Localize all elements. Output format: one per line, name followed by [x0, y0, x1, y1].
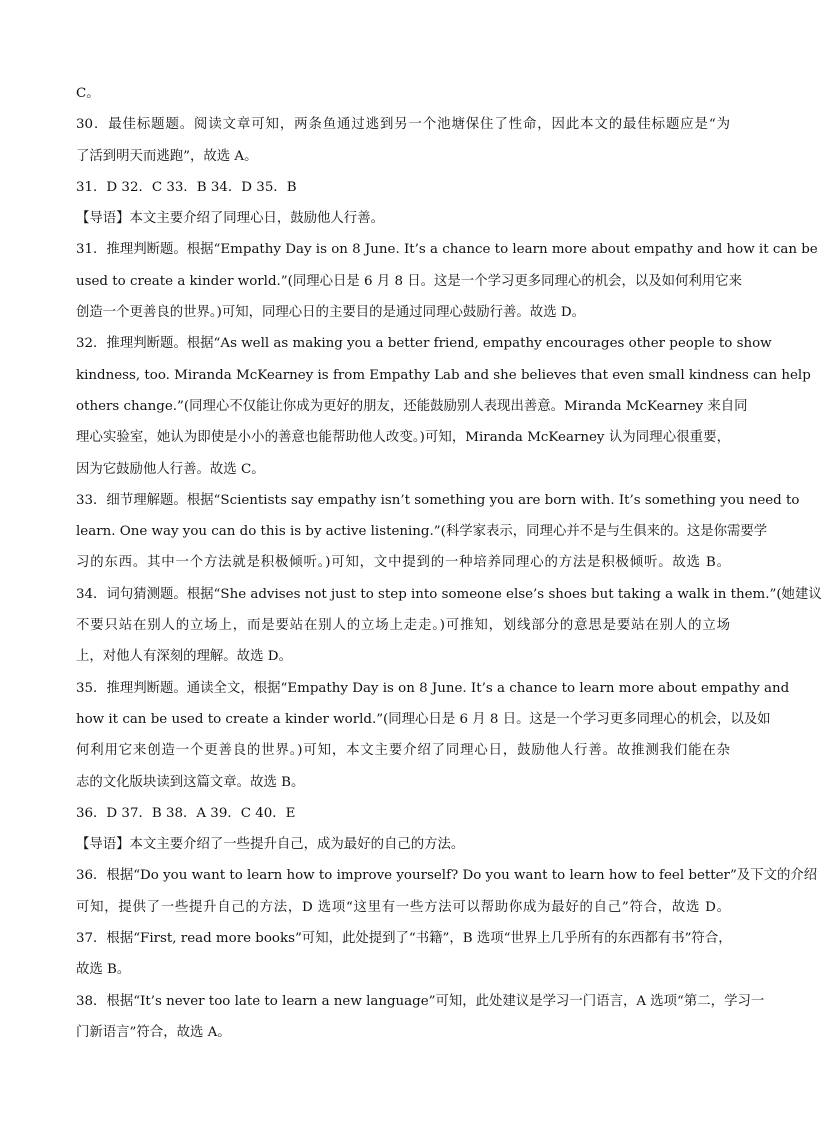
text-line-22: 何利用它来创造一个更善良的世界。)可知，本文主要介绍了同理心日，鼓励他人行善。故推测我们能在杂 [76, 743, 730, 759]
guide-note-2: 【导语】本文主要介绍了一些提升自己，成为最好的自己的方法。 [76, 837, 465, 853]
text-line-12: 理心实验室，她认为即使是小小的善意也能帮助他人改变。)可知，Miranda McKearney 认为同理心很重要， [76, 430, 730, 446]
text-line-14: 33．细节理解题。根据“Scientists say empathy isn’t something you are born with. It’s something you need to [76, 492, 800, 508]
text-line-26: 36．根据“Do you want to learn how to improve yourself? Do you want to learn how to feel better”及下文的介绍 [76, 868, 818, 884]
answer-key-36-40: 36．D 37．B 38．A 39．C 40．E [76, 805, 296, 821]
text-line-27: 可知，提供了一些提升自己的方法，D 选项“这里有一些方法可以帮助你成为最好的自己”符合，故选 D。 [76, 899, 730, 915]
text-line-13: 因为它鼓励他人行善。故选 C。 [76, 461, 265, 477]
text-line-7: used to create a kinder world.”(同理心日是 6 月 8 日。这是一个学习更多同理心的机会，以及如何利用它来 [76, 273, 743, 289]
text-line-29: 故选 B。 [76, 962, 131, 978]
text-line-28: 37．根据“First, read more books”可知，此处提到了“书籍”，B 选项“世界上几乎所有的东西都有书”符合， [76, 931, 732, 947]
text-line-9: 32．推理判断题。根据“As well as making you a better friend, empathy encourages other people to show [76, 336, 772, 352]
text-line-16: 习的东西。其中一个方法就是积极倾听。)可知，文中提到的一种培养同理心的方法是积极倾听。故选 B。 [76, 555, 730, 571]
text-line-17: 34．词句猜测题。根据“She advises not just to step into someone else’s shoes but taking a walk in them.”(她建议 [76, 586, 822, 602]
text-line-30: 38．根据“It’s never too late to learn a new language”可知，此处建议是学习一门语言，A 选项“第二，学习一 [76, 993, 765, 1009]
text-line-19: 上，对他人有深刻的理解。故选 D。 [76, 649, 292, 665]
text-line-6: 31．推理判断题。根据“Empathy Day is on 8 June. It’s a chance to learn more about empathy and how it can be [76, 242, 818, 258]
text-line-15: learn. One way you can do this is by active listening.”(科学家表示，同理心并不是与生俱来的。这是你需要学 [76, 524, 768, 540]
text-line-23: 志的文化版块读到这篇文章。故选 B。 [76, 774, 305, 790]
guide-note-1: 【导语】本文主要介绍了同理心日，鼓励他人行善。 [76, 211, 384, 227]
text-line-8: 创造一个更善良的世界。)可知，同理心日的主要目的是通过同理心鼓励行善。故选 D。 [76, 305, 585, 321]
text-line-18: 不要只站在别人的立场上，而是要站在别人的立场上走走。)可推知，划线部分的意思是要站在别人的立场 [76, 618, 730, 634]
text-line-3: 了活到明天而逃跑”，故选 A。 [76, 148, 258, 164]
answer-key-31-35: 31．D 32．C 33．B 34．D 35．B [76, 179, 297, 195]
text-line-20: 35．推理判断题。通读全文，根据“Empathy Day is on 8 June. It’s a chance to learn more about empathy and [76, 680, 790, 696]
text-line-11: others change.”(同理心不仅能让你成为更好的朋友，还能鼓励别人表现出善意。Miranda McKearney 来自同 [76, 398, 748, 414]
text-line-10: kindness, too. Miranda McKearney is from Empathy Lab and she believes that even small kindness can help [76, 367, 811, 383]
text-line-31: 门新语言”符合，故选 A。 [76, 1024, 231, 1040]
text-line-1: C。 [76, 86, 100, 101]
text-line-2: 30．最佳标题题。阅读文章可知，两条鱼通过逃到另一个池塘保住了性命，因此本文的最佳标题应是“为 [76, 117, 730, 133]
text-line-21: how it can be used to create a kinder world.”(同理心日是 6 月 8 日。这是一个学习更多同理心的机会，以及如 [76, 711, 771, 727]
